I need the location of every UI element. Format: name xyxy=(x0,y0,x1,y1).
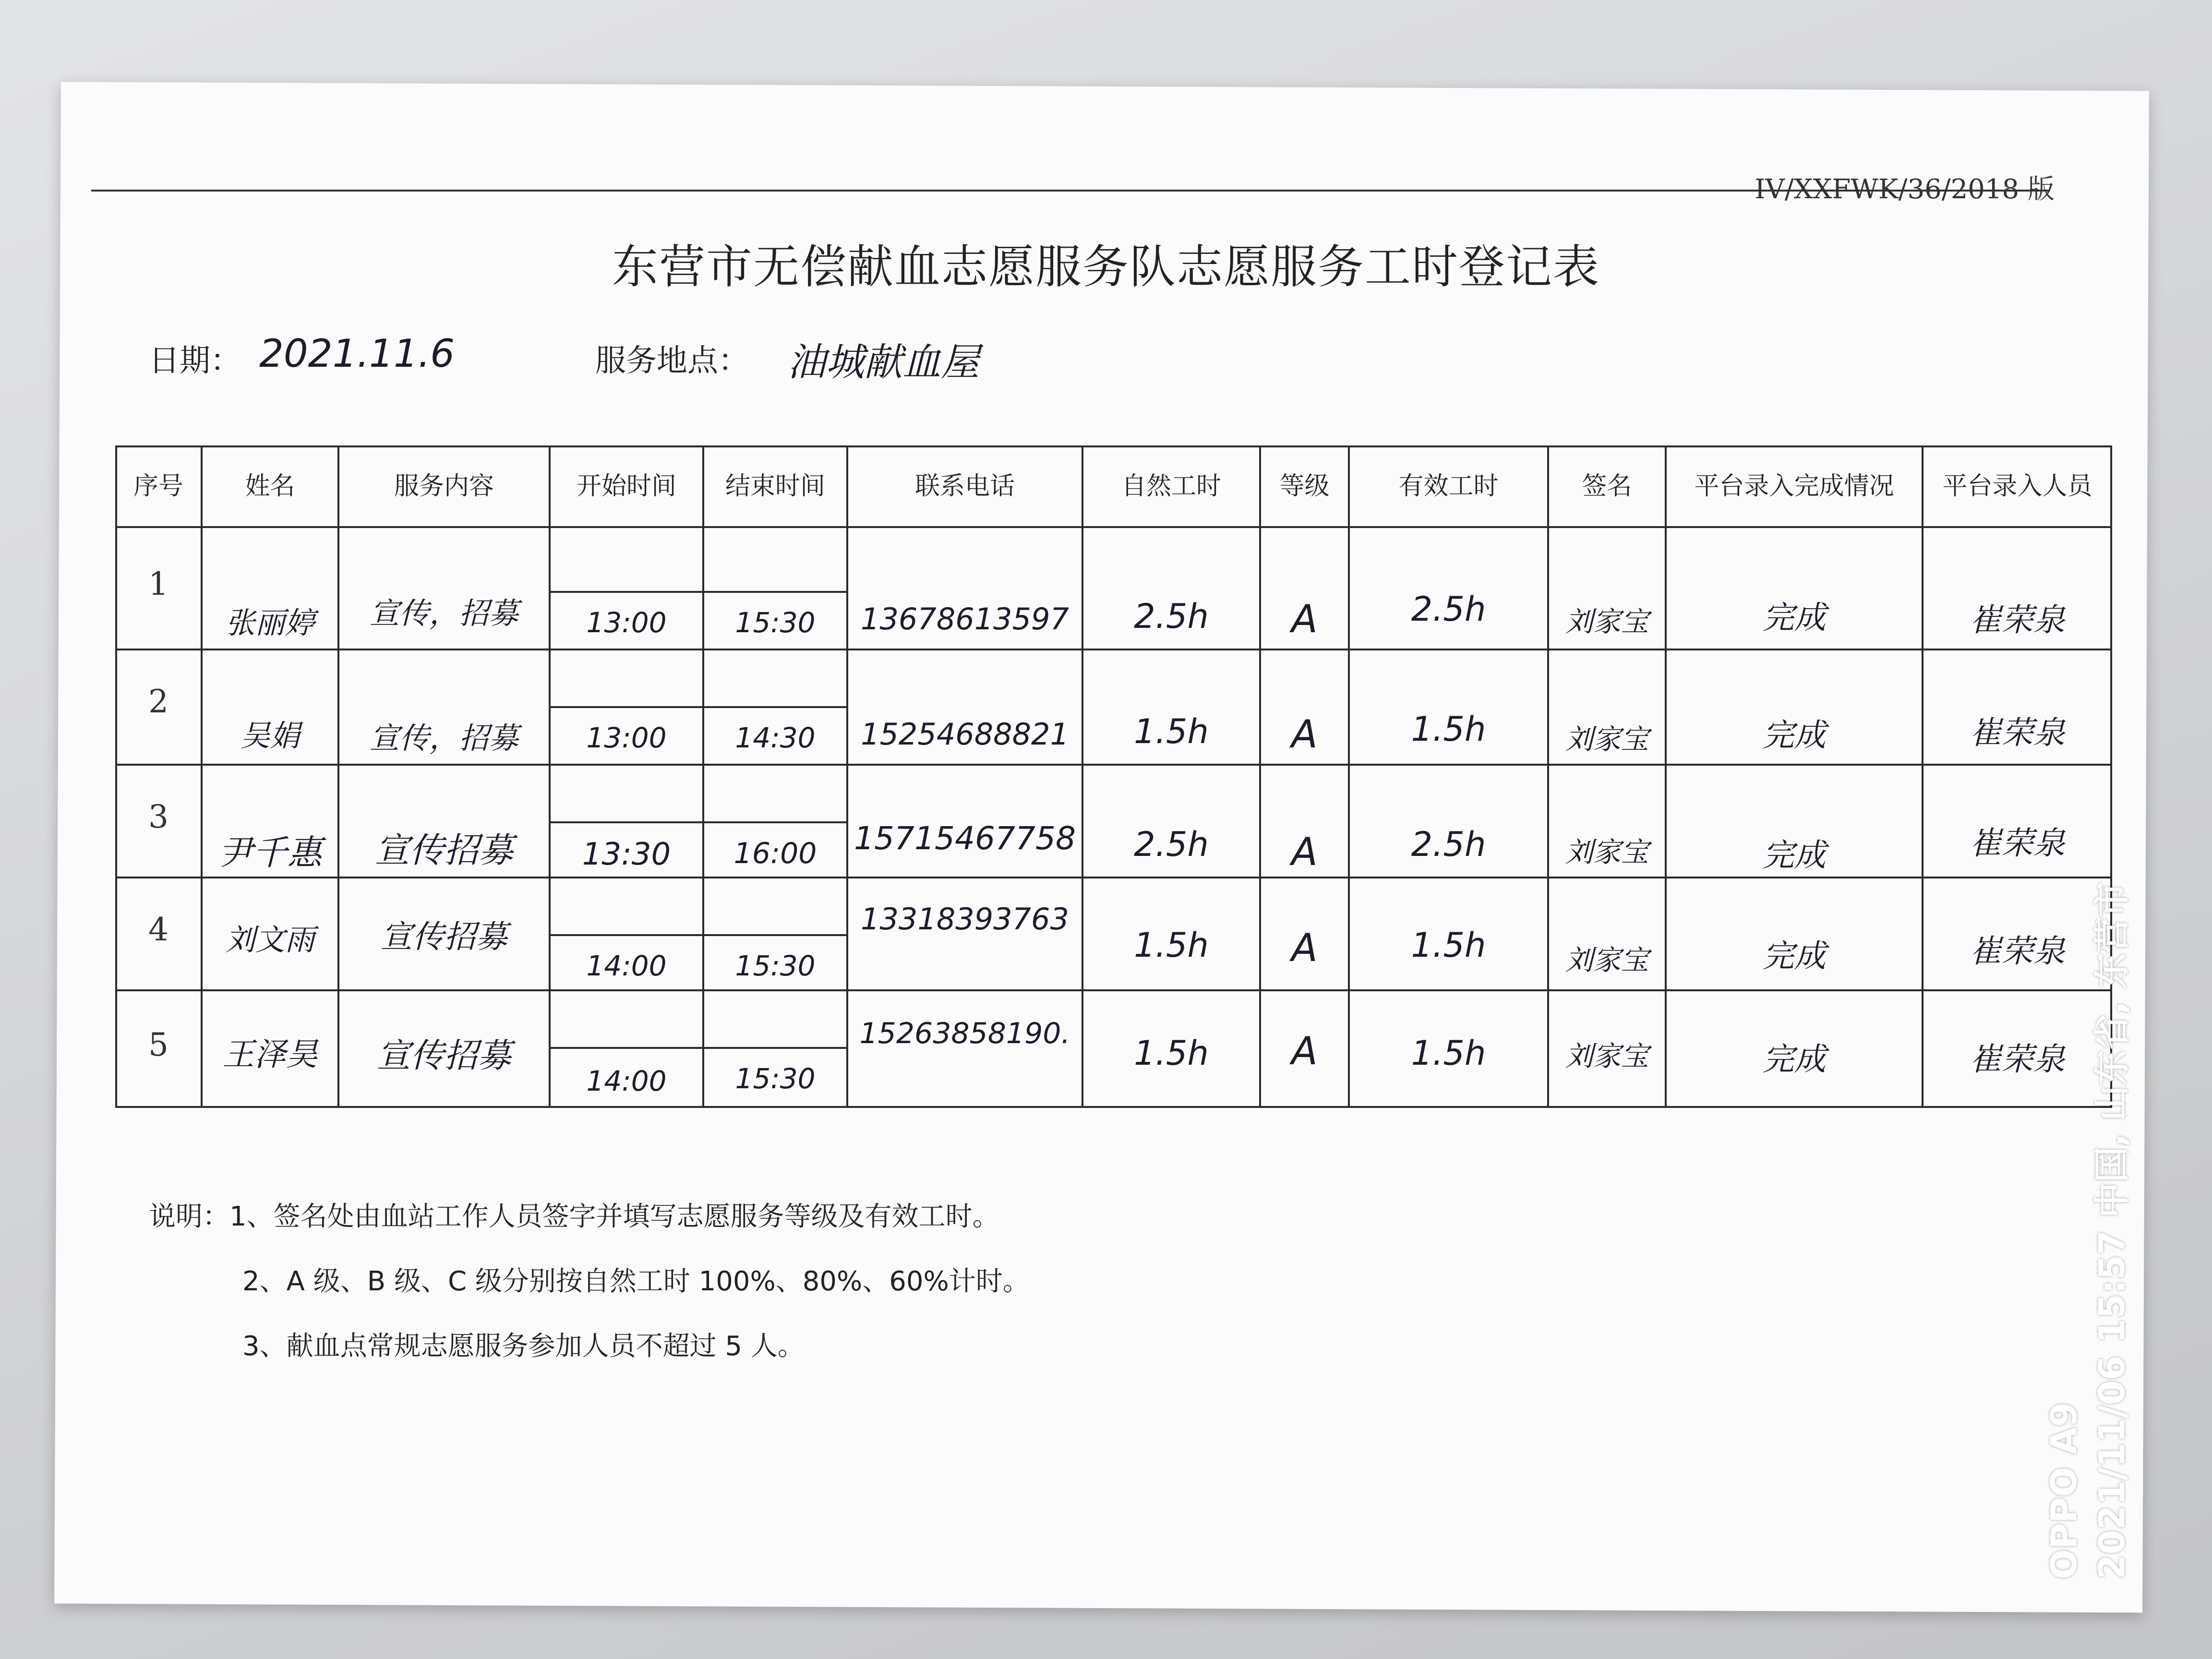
row1-seq: 1 xyxy=(148,565,168,602)
row3-name: 尹千惠 xyxy=(218,832,322,873)
row1-entry-operator: 崔荣泉 xyxy=(1970,601,2065,638)
row3-start: 13:30 xyxy=(582,837,671,872)
note-1: 说明：1、签名处由血站工作人员签字并填写志愿服务等级及有效工时。 xyxy=(149,1201,999,1232)
row5-phone: 15263858190. xyxy=(859,1017,1070,1050)
row4-entry-status: 完成 xyxy=(1762,938,1826,974)
header-seq: 序号 xyxy=(133,472,183,501)
camera-watermark xyxy=(2040,882,2136,1579)
row3-seq: 3 xyxy=(148,798,168,835)
location-label: 服务地点： xyxy=(595,343,749,379)
date-value: 2021.11.6 xyxy=(259,331,455,376)
row4-entry-operator: 崔荣泉 xyxy=(1970,933,2065,970)
row2-start: 13:00 xyxy=(586,721,667,754)
row5-name: 王泽昊 xyxy=(222,1036,318,1073)
row4-effective-hours: 1.5h xyxy=(1411,926,1486,965)
row4-phone: 13318393763 xyxy=(861,902,1069,937)
hours-table xyxy=(115,445,2112,1108)
row4-end: 15:30 xyxy=(735,950,816,982)
row1-phone: 13678613597 xyxy=(861,601,1069,637)
date-label: 日期： xyxy=(149,343,241,379)
row3-natural-hours: 2.5h xyxy=(1134,825,1209,864)
row1-name: 张丽婷 xyxy=(225,605,315,640)
header-entry-status: 平台录入完成情况 xyxy=(1694,472,1894,501)
header-natural-hours: 自然工时 xyxy=(1121,472,1221,501)
row2-seq: 2 xyxy=(148,683,168,720)
form-version: IV/XXFWK/36/2018 版 xyxy=(1755,174,2055,205)
row3-end: 16:00 xyxy=(733,837,817,870)
row3-phone: 15715467758 xyxy=(854,820,1076,857)
row2-effective-hours: 1.5h xyxy=(1411,709,1486,749)
row5-end: 15:30 xyxy=(735,1062,816,1095)
row5-grade: A xyxy=(1291,1029,1318,1073)
row5-start: 14:00 xyxy=(586,1065,667,1097)
row1-effective-hours: 2.5h xyxy=(1411,589,1486,629)
row5-entry-status: 完成 xyxy=(1762,1041,1826,1078)
row2-natural-hours: 1.5h xyxy=(1134,712,1209,751)
watermark-camera: OPPO A9 xyxy=(2044,1402,2085,1579)
row5-signature: 刘家宝 xyxy=(1565,1040,1649,1072)
header-phone: 联系电话 xyxy=(914,472,1015,501)
row4-start: 14:00 xyxy=(586,950,667,982)
row2-grade: A xyxy=(1291,712,1318,757)
row5-natural-hours: 1.5h xyxy=(1134,1034,1209,1073)
row1-end: 15:30 xyxy=(735,606,816,639)
row2-phone: 15254688821 xyxy=(861,717,1069,752)
row1-grade: A xyxy=(1291,597,1318,641)
row4-signature: 刘家宝 xyxy=(1565,944,1649,976)
row3-grade: A xyxy=(1291,830,1318,874)
header-rule xyxy=(91,190,2050,192)
row3-effective-hours: 2.5h xyxy=(1411,825,1486,864)
row4-seq: 4 xyxy=(148,911,168,948)
row2-signature: 刘家宝 xyxy=(1565,723,1649,756)
header-start: 开始时间 xyxy=(576,472,676,501)
row3-content: 宣传招募 xyxy=(374,830,513,870)
form-title: 东营市无偿献血志愿服务队志愿服务工时登记表 xyxy=(612,240,1600,294)
row2-entry-operator: 崔荣泉 xyxy=(1970,714,2065,751)
row1-start: 13:00 xyxy=(586,606,667,639)
header-content: 服务内容 xyxy=(394,472,494,501)
row5-seq: 5 xyxy=(148,1026,168,1063)
header-end: 结束时间 xyxy=(725,472,825,501)
row2-content: 宣传，招募 xyxy=(369,721,518,756)
header-effective-hours: 有效工时 xyxy=(1398,472,1499,501)
header-grade: 等级 xyxy=(1279,472,1330,501)
header-signature: 签名 xyxy=(1582,472,1632,501)
row4-content: 宣传招募 xyxy=(381,918,507,955)
row1-content: 宣传，招募 xyxy=(369,596,518,631)
watermark-info: 2021/11/06 15:57 中国, 山东省, 东营市 xyxy=(2092,882,2133,1579)
row2-name: 吴娟 xyxy=(240,718,300,753)
row3-entry-operator: 崔荣泉 xyxy=(1970,825,2065,862)
row2-end: 14:30 xyxy=(735,721,816,754)
row4-grade: A xyxy=(1291,926,1318,970)
row5-entry-operator: 崔荣泉 xyxy=(1970,1041,2065,1078)
row4-name: 刘文雨 xyxy=(225,922,315,957)
row5-effective-hours: 1.5h xyxy=(1411,1034,1486,1073)
row5-content: 宣传招募 xyxy=(377,1036,511,1075)
row1-entry-status: 完成 xyxy=(1762,599,1826,636)
header-entry-operator: 平台录入人员 xyxy=(1942,472,2092,501)
row2-entry-status: 完成 xyxy=(1762,717,1826,754)
table-grid xyxy=(115,445,2112,1108)
row1-signature: 刘家宝 xyxy=(1565,605,1649,638)
header-name: 姓名 xyxy=(245,472,295,501)
row3-signature: 刘家宝 xyxy=(1565,836,1649,868)
note-2: 2、A 级、B 级、C 级分别按自然工时 100%、80%、60%计时。 xyxy=(242,1266,1030,1297)
location-value: 油城献血屋 xyxy=(787,340,979,385)
row4-natural-hours: 1.5h xyxy=(1134,926,1209,965)
row3-entry-status: 完成 xyxy=(1762,837,1826,874)
note-3: 3、献血点常规志愿服务参加人员不超过 5 人。 xyxy=(242,1331,805,1362)
row1-natural-hours: 2.5h xyxy=(1134,597,1209,636)
